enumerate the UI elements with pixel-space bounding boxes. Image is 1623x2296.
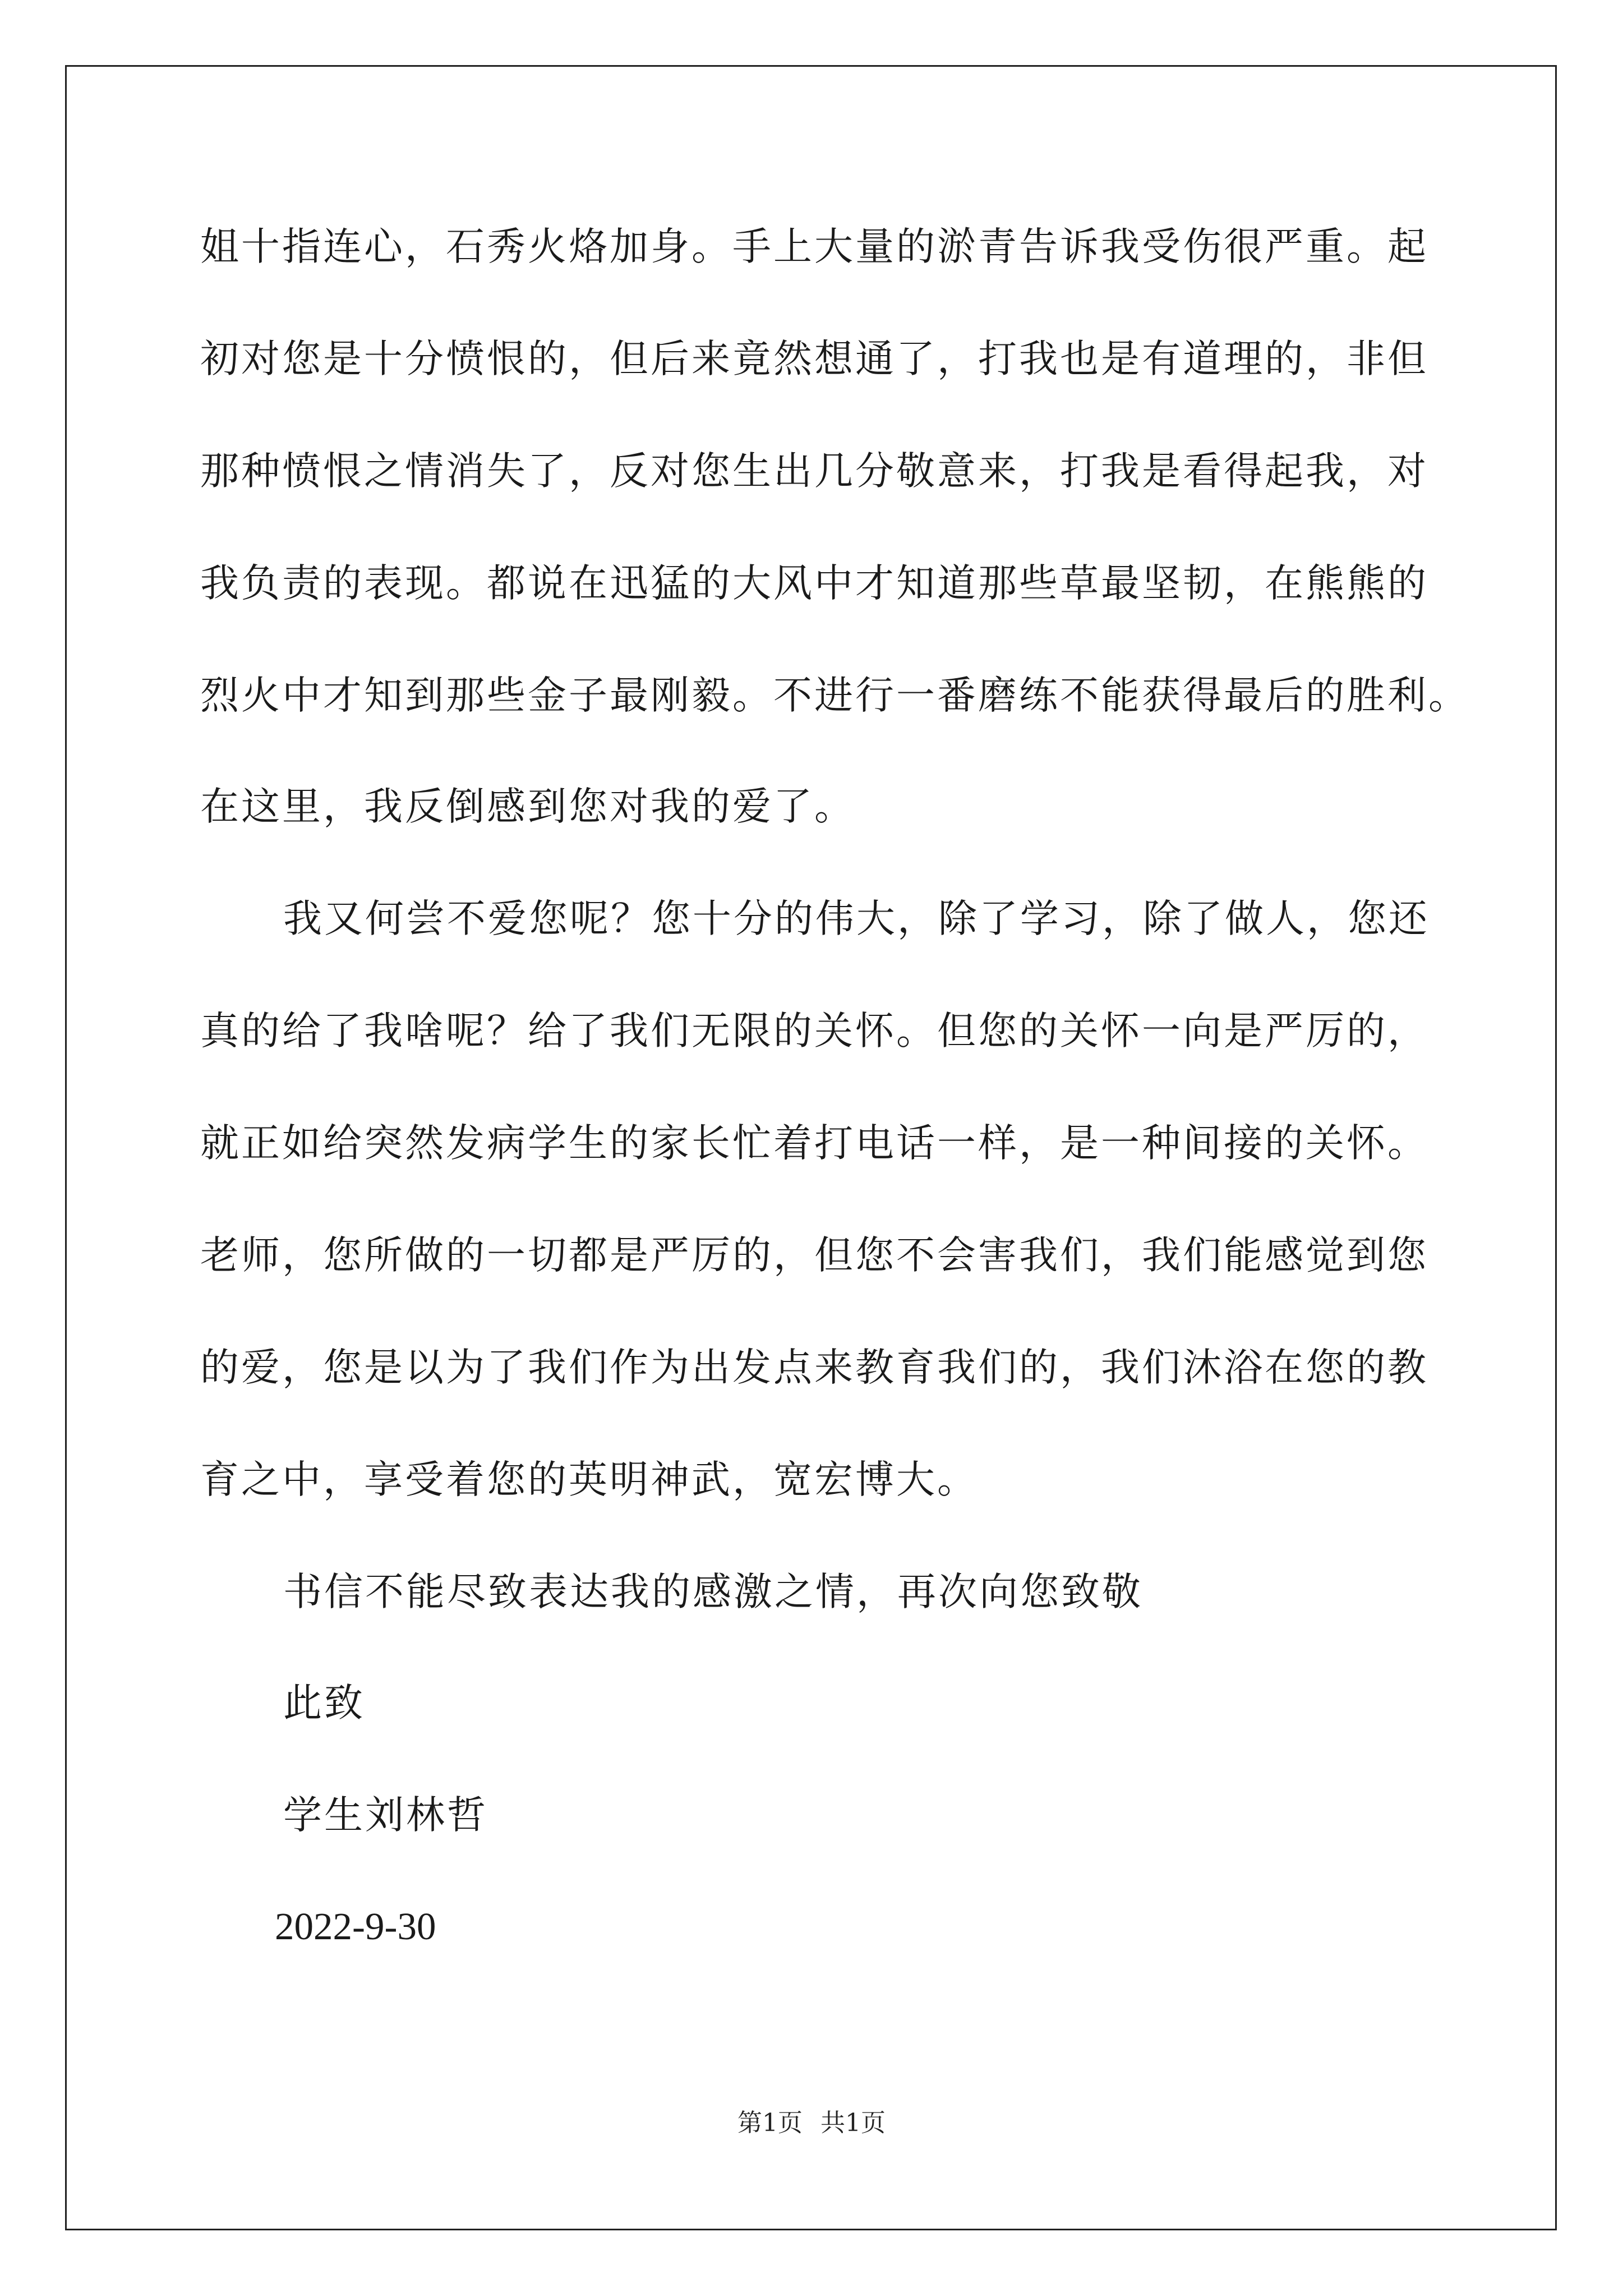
paragraph-line: 初对您是十分愤恨的，但后来竟然想通了，打我也是有道理的，非但 — [200, 337, 1428, 381]
paragraph-line: 真的给了我啥呢？给了我们无限的关怀。但您的关怀一向是严厉的， — [200, 1009, 1428, 1053]
salutation-line: 此致 — [283, 1681, 365, 1726]
paragraph-line: 在这里，我反倒感到您对我的爱了。 — [200, 784, 855, 829]
paragraph-line: 姐十指连心，石秀火烙加身。手上大量的淤青告诉我受伤很严重。起 — [200, 224, 1428, 269]
signature-line: 学生刘林哲 — [283, 1793, 488, 1838]
page-total: 共1页 — [820, 2109, 886, 2137]
paragraph-line: 我负责的表现。都说在迅猛的大风中才知道那些草最坚韧，在熊熊的 — [200, 561, 1428, 606]
paragraph-line: 的爱，您是以为了我们作为出发点来教育我们的，我们沐浴在您的教 — [200, 1345, 1428, 1390]
page-number: 第1页 — [737, 2109, 803, 2137]
paragraph-line: 烈火中才知到那些金子最刚毅。不进行一番磨练不能获得最后的胜利。 — [200, 673, 1469, 718]
page-footer — [0, 2109, 1623, 2137]
closing-line: 书信不能尽致表达我的感激之情，再次向您致敬 — [283, 1570, 1143, 1614]
paragraph-line: 育之中，享受着您的英明神武，宽宏博大。 — [200, 1457, 978, 1502]
paragraph-line: 那种愤恨之情消失了，反对您生出几分敬意来，打我是看得起我，对 — [200, 449, 1428, 494]
paragraph-line: 就正如给突然发病学生的家长忙着打电话一样，是一种间接的关怀。 — [200, 1121, 1428, 1166]
paragraph-line: 我又何尝不爱您呢？您十分的伟大，除了学习，除了做人，您还 — [283, 896, 1430, 941]
paragraph-line: 老师，您所做的一切都是严厉的，但您不会害我们，我们能感觉到您 — [200, 1233, 1428, 1278]
date-line: 2022-9-30 — [275, 1905, 436, 1948]
